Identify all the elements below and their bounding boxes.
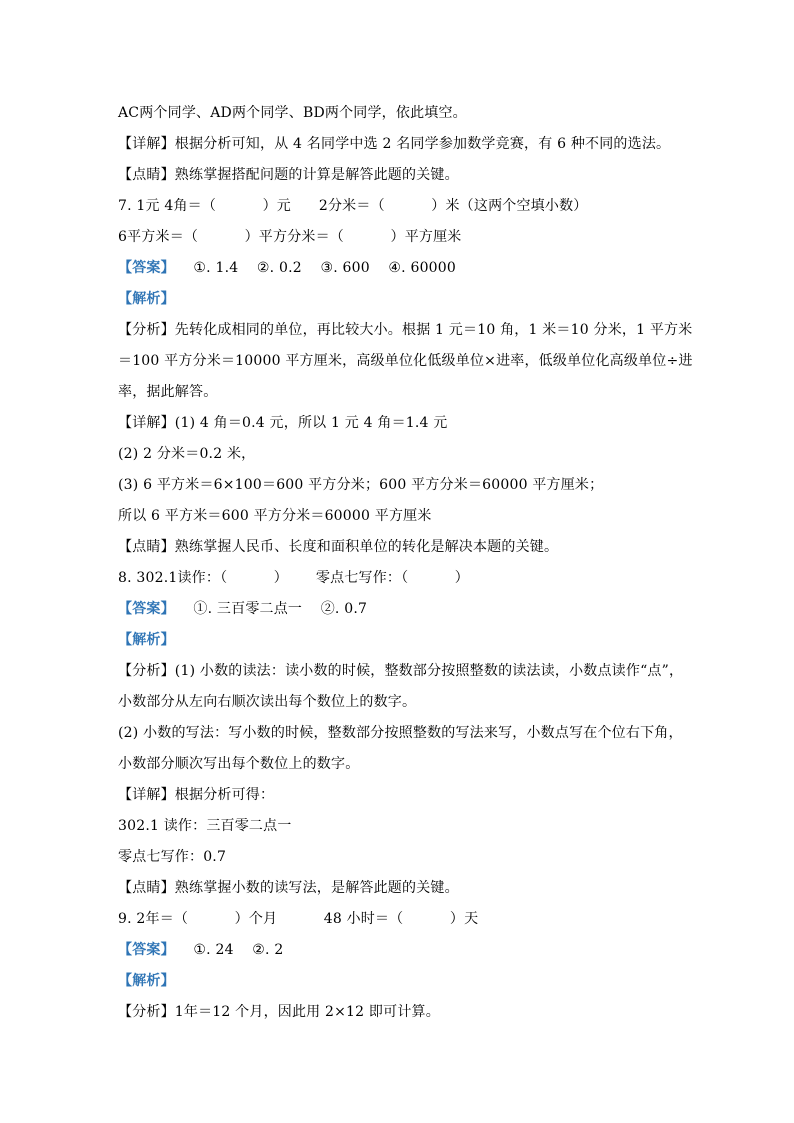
- text-line: 【详解】(1) 4 角＝0.4 元，所以 1 元 4 角＝1.4 元: [118, 415, 448, 431]
- answer-label: 【答案】: [118, 260, 175, 276]
- text-line: (2) 2 分米＝0.2 米，: [118, 446, 256, 462]
- question-7: 7. 1元 4角＝（ ）元 2分米＝（ ）米（这两个空填小数）: [118, 198, 588, 214]
- answer-line: 【答案】 ①. 1.4 ②. 0.2 ③. 600 ④. 60000: [118, 260, 457, 276]
- answer-label: 【答案】: [118, 942, 175, 958]
- analysis-heading: 【解析】: [118, 632, 175, 648]
- text-line: 【点睛】熟练掌握人民币、长度和面积单位的转化是解决本题的关键。: [118, 539, 559, 555]
- text-line: AC两个同学、AD两个同学、BD两个同学，依此填空。: [118, 105, 467, 121]
- question-7-line-2: 6平方米＝（ ）平方分米＝（ ）平方厘米: [118, 229, 462, 245]
- text-line: 【点睛】熟练掌握小数的读写法，是解答此题的关键。: [118, 880, 459, 896]
- text-line: (3) 6 平方米＝6×100＝600 平方分米；600 平方分米＝60000 平方厘米；: [118, 477, 604, 493]
- answer-label: 【答案】: [118, 601, 175, 617]
- text-line: 【点睛】熟练掌握搭配问题的计算是解答此题的关键。: [118, 167, 459, 183]
- analysis-heading: 【解析】: [118, 291, 175, 307]
- analysis-heading: 【解析】: [118, 973, 175, 989]
- text-line: 【分析】(1) 小数的读法：读小数的时候，整数部分按照整数的读法读，小数点读作“点”，: [118, 663, 684, 679]
- answer-line: 【答案】 ①. 24 ②. 2: [118, 942, 284, 958]
- text-line: 【详解】根据分析可知，从 4 名同学中选 2 名同学参加数学竞赛，有 6 种不同的选法。: [118, 136, 671, 152]
- answer-line: 【答案】 ①. 三百零二点一 ②. 0.7: [118, 601, 368, 617]
- text-line: 零点七写作：0.7: [118, 849, 227, 865]
- text-line: 【分析】1年＝12 个月，因此用 2×12 即可计算。: [118, 1004, 440, 1020]
- text-line: 【分析】先转化成相同的单位，再比较大小。根据 1 元＝10 角，1 米＝10 分米，1 平方米: [118, 322, 693, 338]
- text-line: (2) 小数的写法：写小数的时候，整数部分按照整数的写法来写，小数点写在个位右下角，: [118, 725, 683, 741]
- text-line: 率，据此解答。: [118, 384, 218, 400]
- text-line: 小数部分从左向右顺次读出每个数位上的数字。: [118, 694, 417, 710]
- text-line: 【详解】根据分析可得：: [118, 787, 275, 803]
- text-line: ＝100 平方分米＝10000 平方厘米，高级单位化低级单位×进率，低级单位化高级单位÷进: [118, 353, 693, 369]
- text-line: 小数部分顺次写出每个数位上的数字。: [118, 756, 360, 772]
- question-8: 8. 302.1读作：（ ） 零点七写作：（ ）: [118, 570, 469, 586]
- text-line: 302.1 读作：三百零二点一: [118, 818, 292, 834]
- question-9: 9. 2年＝（ ）个月 48 小时＝（ ）天: [118, 911, 479, 927]
- text-line: 所以 6 平方米＝600 平方分米＝60000 平方厘米: [118, 508, 432, 524]
